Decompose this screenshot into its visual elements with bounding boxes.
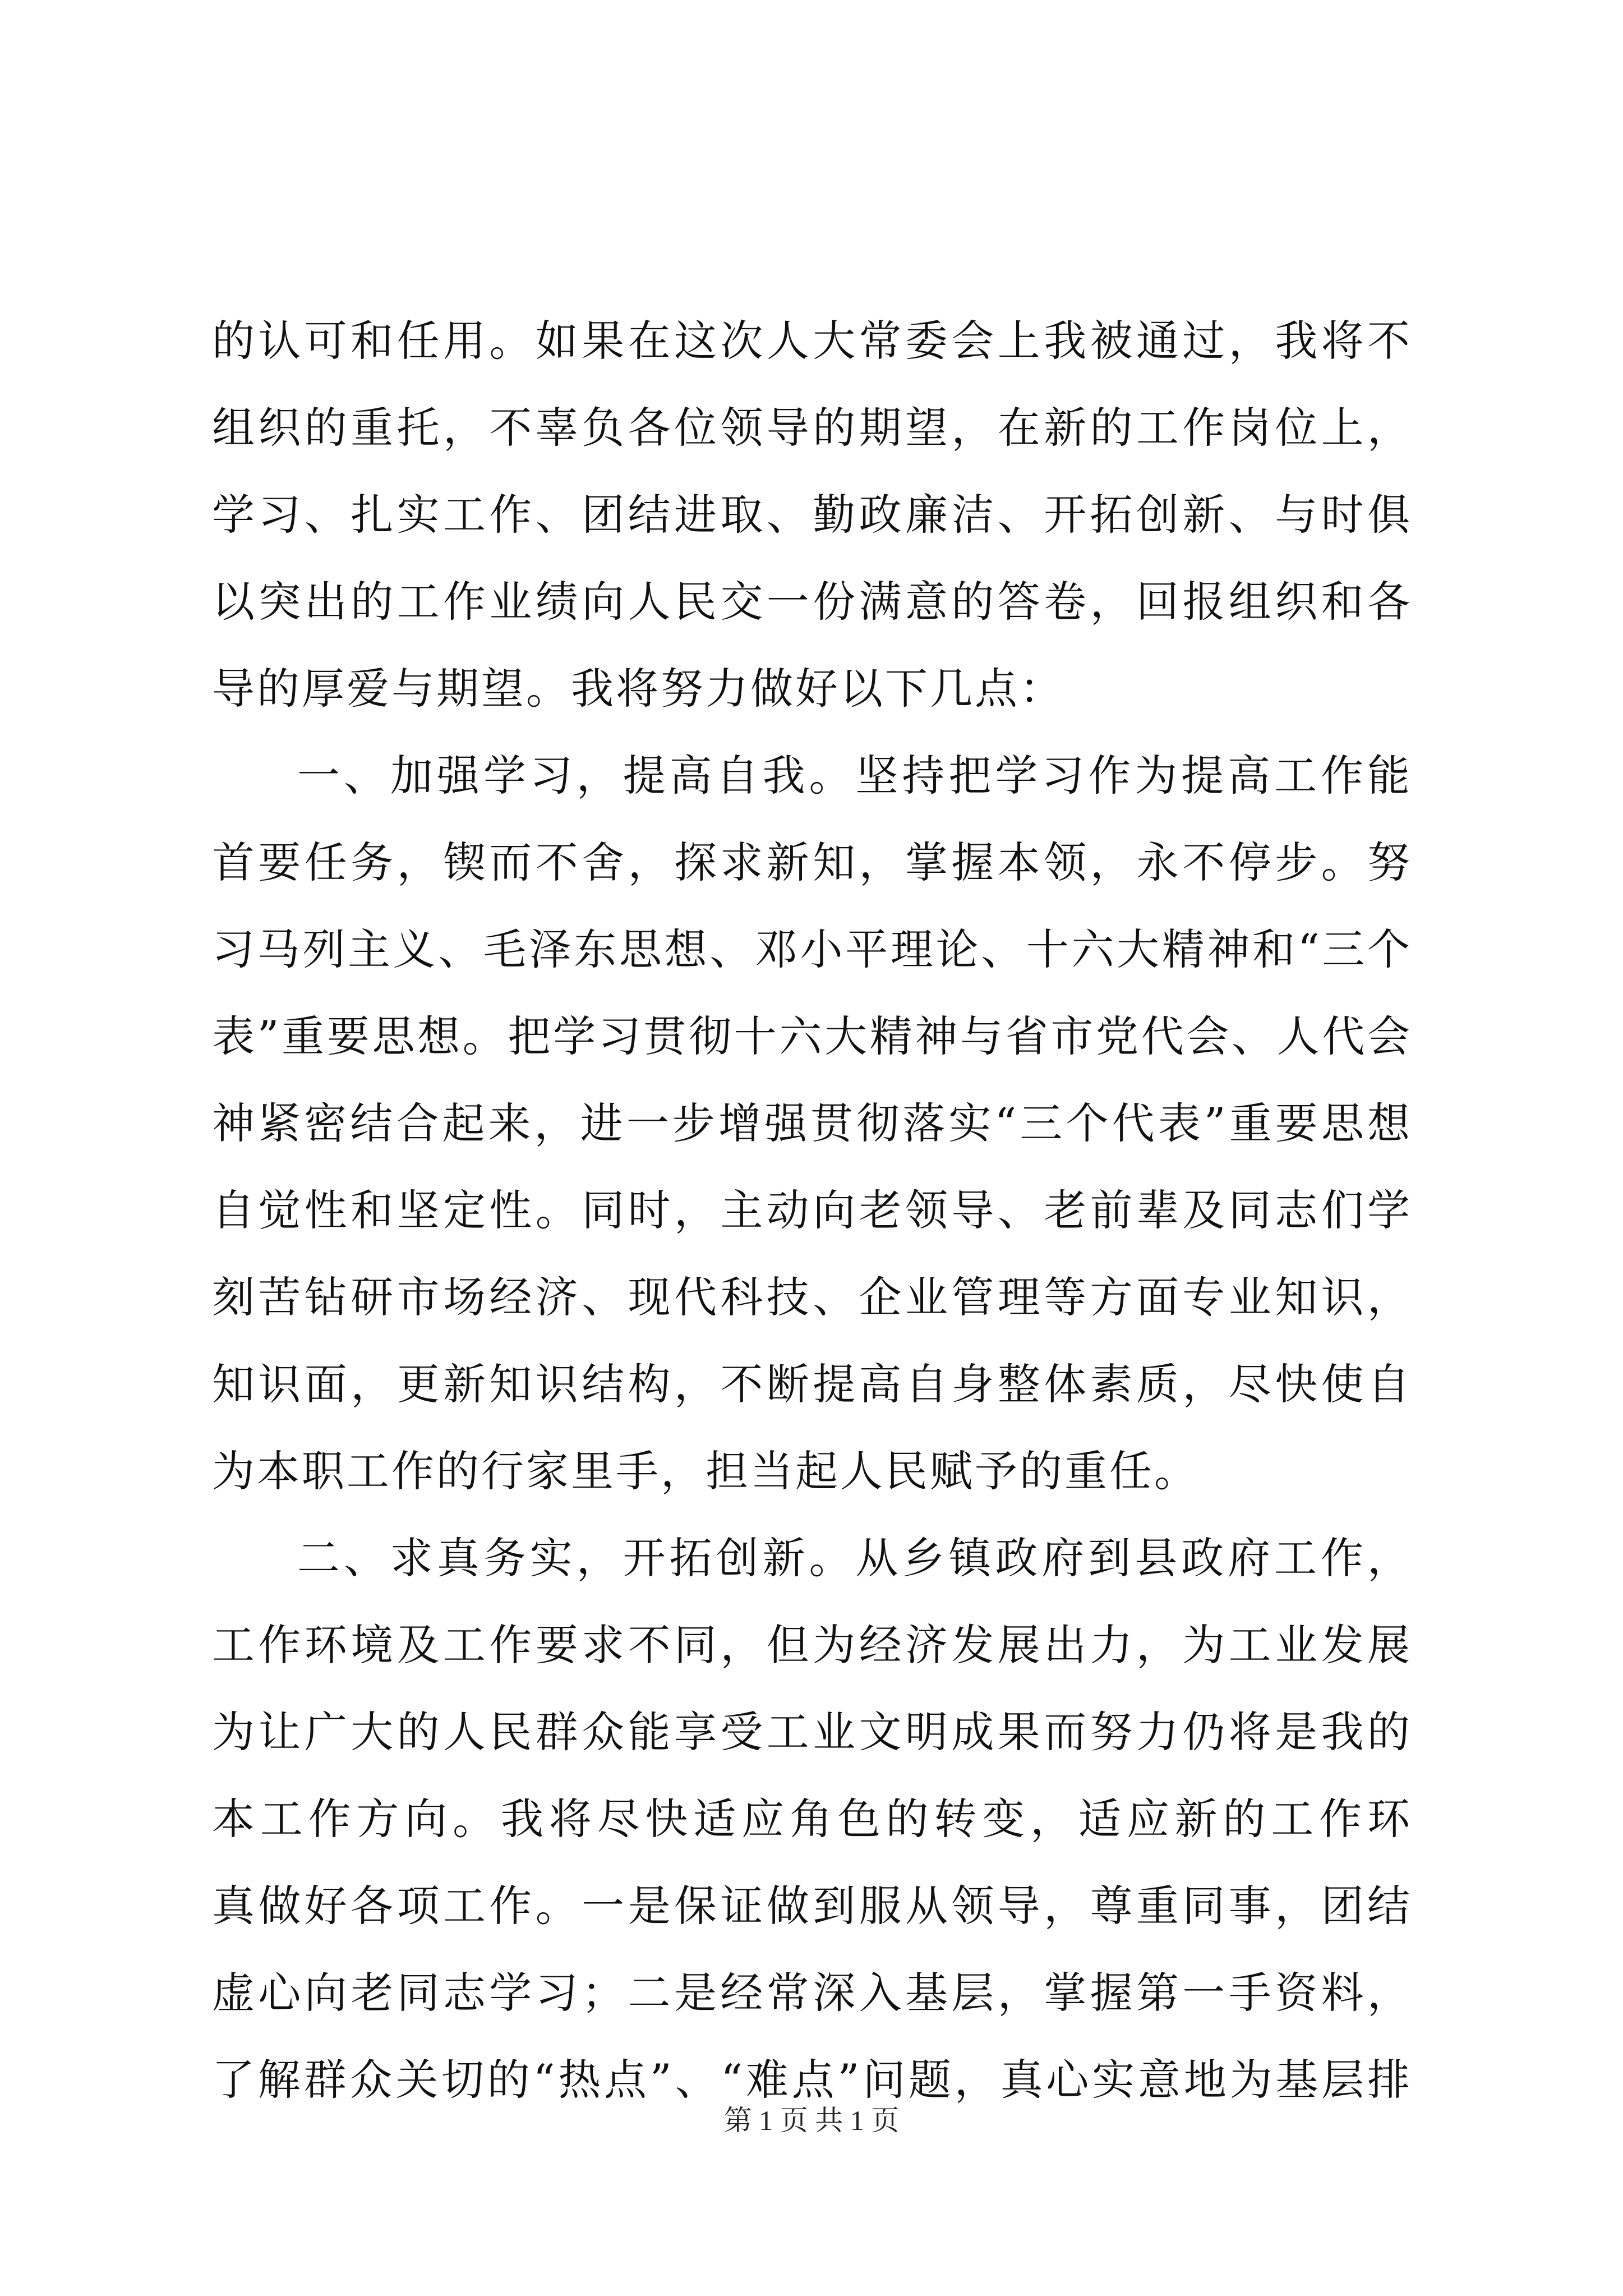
- text-line: 为让广大的人民群众能享受工业文明成果而努力仍将是我的: [212, 1707, 1412, 1757]
- text-line: 以突出的工作业绩向人民交一份满意的答卷，回报组织和各: [212, 577, 1412, 627]
- text-line: 虚心向老同志学习；二是经常深入基层，掌握第一手资料，: [212, 1968, 1412, 2018]
- text-line: 习马列主义、毛泽东思想、邓小平理论、十六大精神和“三个: [212, 924, 1412, 974]
- document-body: [212, 297, 1412, 2123]
- text-line: 刻苦钻研市场经济、现代科技、企业管理等方面专业知识，: [212, 1272, 1412, 1322]
- text-line: 学习、扎实工作、团结进取、勤政廉洁、开拓创新、与时俱: [212, 490, 1412, 540]
- text-line: 工作环境及工作要求不同，但为经济发展出力，为工业发展: [212, 1620, 1412, 1670]
- text-line: 首要任务，锲而不舍，探求新知，掌握本领，永不停步。努: [212, 838, 1412, 887]
- page-footer: 第 1 页 共 1 页: [723, 2105, 900, 2136]
- text-line: 表”重要思想。把学习贯彻十六大精神与省市党代会、人代会: [212, 1011, 1412, 1061]
- text-line: 的认可和任用。如果在这次人大常委会上我被通过，我将不: [212, 316, 1412, 366]
- text-line: 二、求真务实，开拓创新。从乡镇政府到县政府工作，: [297, 1533, 1412, 1583]
- text-line: 本工作方向。我将尽快适应角色的转变，适应新的工作环: [212, 1794, 1412, 1844]
- text-line: 神紧密结合起来，进一步增强贯彻落实“三个代表”重要思想: [212, 1098, 1412, 1148]
- text-line: 真做好各项工作。一是保证做到服从领导，尊重同事，团结: [212, 1881, 1412, 1931]
- text-line: 组织的重托，不辜负各位领导的期望，在新的工作岗位上，: [212, 403, 1412, 453]
- text-line: 了解群众关切的“热点”、“难点”问题，真心实意地为基层排: [212, 2055, 1412, 2105]
- text-line: 一、加强学习，提高自我。坚持把学习作为提高工作能: [297, 751, 1412, 800]
- text-line: 知识面，更新知识结构，不断提高自身整体素质，尽快使自: [212, 1359, 1412, 1409]
- text-line: 导的厚爱与期望。我将努力做好以下几点：: [212, 664, 1064, 714]
- text-line: 自觉性和坚定性。同时，主动向老领导、老前辈及同志们学: [212, 1185, 1412, 1235]
- text-line: 为本职工作的行家里手，担当起人民赋予的重任。: [212, 1446, 1199, 1496]
